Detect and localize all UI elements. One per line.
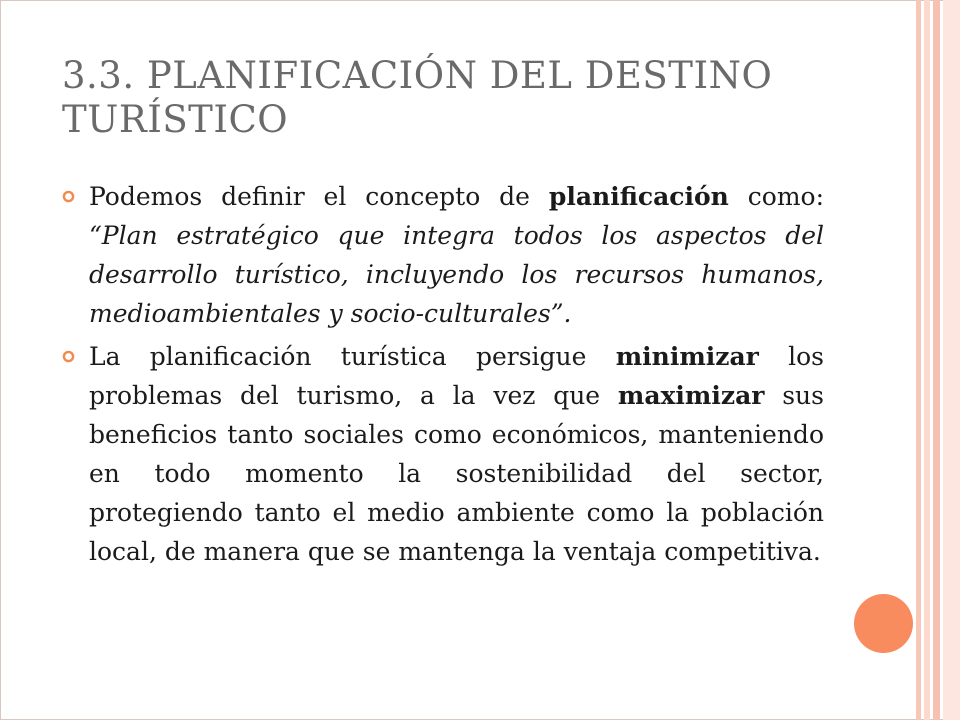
- bullet-text: [89, 342, 824, 566]
- bullet-text: [89, 182, 824, 328]
- slide-content: [62, 177, 824, 575]
- text-segment: los problemas del turismo, a la vez que: [89, 342, 824, 410]
- stripe: [933, 0, 940, 720]
- ring-bullet-icon: [62, 350, 75, 363]
- bold-term: maximizar: [617, 381, 765, 410]
- text-segment: como:: [728, 182, 824, 211]
- bold-term: planificación: [548, 182, 729, 211]
- text-segment: Podemos definir el concepto de: [89, 182, 549, 211]
- decorative-stripes: [914, 0, 960, 720]
- stripe: [943, 0, 960, 720]
- bullet-definition: [62, 177, 824, 333]
- text-segment: sus beneficios tanto sociales como económicos, manteniendo en todo momento la sostenibilidad del sector, protegiendo tanto el medio ambiente como la población local, de manera que se mantenga la ventaja competitiva.: [89, 381, 824, 566]
- bold-term: minimizar: [615, 342, 759, 371]
- slide-title: 3.3. PLANIFICACIÓN DEL DESTINO TURÍSTICO: [62, 54, 773, 141]
- accent-circle-icon: [854, 594, 913, 653]
- stripe: [924, 0, 930, 720]
- ring-bullet-icon: [62, 190, 75, 203]
- stripe: [916, 0, 921, 720]
- italic-quote: “Plan estratégico que integra todos los aspectos del desarrollo turístico, incluyendo los recursos humanos, medioambientales y socio-culturales”.: [89, 221, 824, 328]
- bullet-objectives: [62, 337, 824, 571]
- text-segment: La planificación turística persigue: [89, 342, 616, 371]
